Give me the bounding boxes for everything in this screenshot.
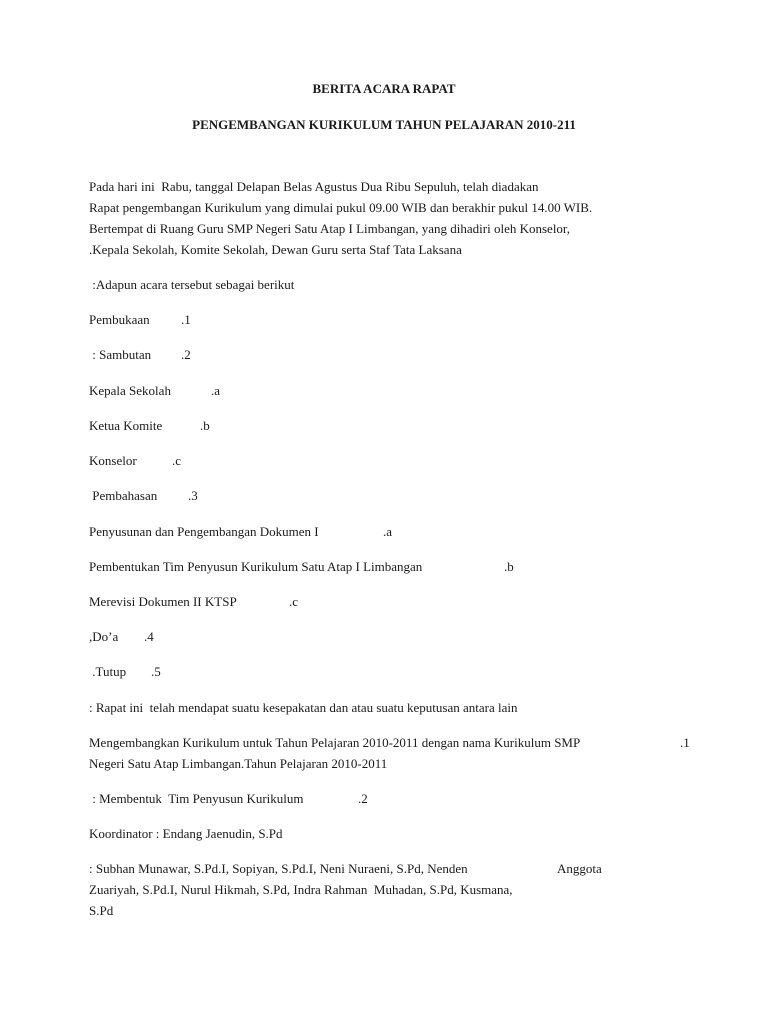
anggota-label: Anggota: [557, 861, 602, 876]
agenda-item: Pembahasan: [89, 488, 158, 503]
agenda-number: .1: [181, 312, 191, 327]
agenda-number: .b: [504, 559, 514, 574]
agenda-item: Konselor: [89, 453, 137, 468]
agenda-item: Kepala Sekolah: [89, 383, 171, 398]
agenda-number: .4: [144, 629, 154, 644]
koordinator-line: Koordinator : Endang Jaenudin, S.Pd: [89, 826, 283, 841]
agenda-item: Penyusunan dan Pengembangan Dokumen I: [89, 524, 319, 539]
opening-line: Bertempat di Ruang Guru SMP Negeri Satu Atap I Limbangan, yang dihadiri oleh Konselor,: [89, 221, 570, 236]
decision-item-continued: Negeri Satu Atap Limbangan.Tahun Pelajaran 2010-2011: [89, 756, 388, 771]
agenda-number: .c: [289, 594, 299, 609]
decision-item: : Membentuk Tim Penyusun Kurikulum: [89, 791, 304, 806]
agenda-item: Ketua Komite: [89, 418, 163, 433]
decision-number: .2: [358, 791, 368, 806]
agenda-number: .2: [181, 347, 191, 362]
decision-number: .1: [680, 735, 690, 750]
anggota-line: : Subhan Munawar, S.Pd.I, Sopiyan, S.Pd.I, Neni Nuraeni, S.Pd, Nenden: [89, 861, 468, 876]
document-title: BERITA ACARA RAPAT: [312, 81, 456, 96]
agenda-item: ,Do’a: [89, 629, 119, 644]
opening-line: .Kepala Sekolah, Komite Sekolah, Dewan Guru serta Staf Tata Laksana: [89, 242, 462, 257]
agenda-number: .a: [383, 524, 393, 539]
agenda-item: Pembukaan: [89, 312, 150, 327]
agenda-number: .3: [188, 488, 198, 503]
agenda-item: .Tutup: [89, 664, 127, 679]
decision-intro: : Rapat ini telah mendapat suatu kesepakatan dan atau suatu keputusan antara lain: [89, 700, 518, 715]
agenda-number: .a: [211, 383, 221, 398]
agenda-number: .b: [200, 418, 210, 433]
agenda-number: .c: [172, 453, 182, 468]
decision-item: Mengembangkan Kurikulum untuk Tahun Pelajaran 2010-2011 dengan nama Kurikulum SMP: [89, 735, 581, 750]
agenda-item: Pembentukan Tim Penyusun Kurikulum Satu Atap I Limbangan: [89, 559, 423, 574]
agenda-item: Merevisi Dokumen II KTSP: [89, 594, 237, 609]
opening-line: Rapat pengembangan Kurikulum yang dimulai pukul 09.00 WIB dan berakhir pukul 14.00 WIB.: [89, 200, 593, 215]
agenda-number: .5: [151, 664, 161, 679]
agenda-intro: :Adapun acara tersebut sebagai berikut: [89, 277, 295, 292]
opening-line: Pada hari ini Rabu, tanggal Delapan Belas Agustus Dua Ribu Sepuluh, telah diadakan: [89, 179, 539, 194]
anggota-line: S.Pd: [89, 903, 114, 918]
agenda-item: : Sambutan: [89, 347, 152, 362]
document-subtitle: PENGEMBANGAN KURIKULUM TAHUN PELAJARAN 2010-211: [192, 117, 576, 132]
anggota-line: Zuariyah, S.Pd.I, Nurul Hikmah, S.Pd, Indra Rahman Muhadan, S.Pd, Kusmana,: [89, 882, 513, 897]
